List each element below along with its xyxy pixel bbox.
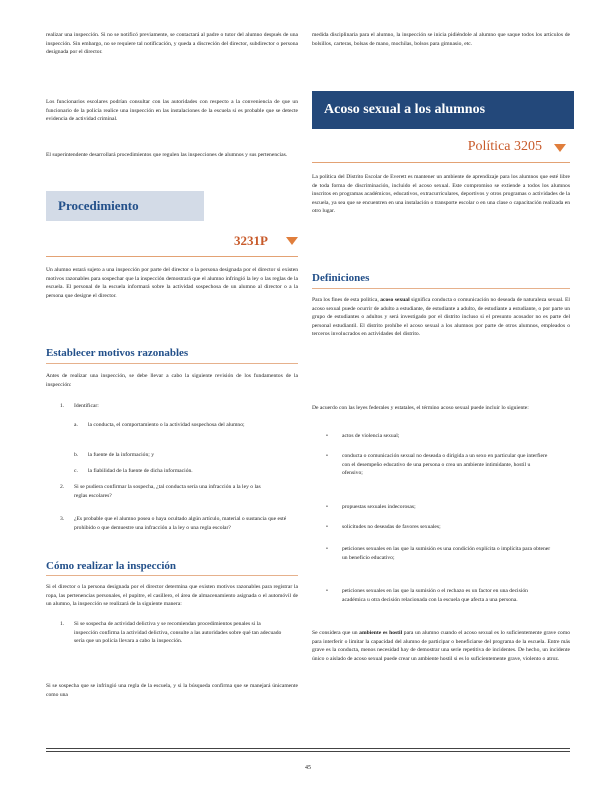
heading-underline bbox=[46, 363, 298, 364]
list-text: Identificar: bbox=[74, 403, 99, 409]
paragraph-superintendent: El superintendente desarrollará procedimientos que regulen las inspecciones de alumnos y sus pertenencias. bbox=[46, 152, 288, 158]
bullet-icon: • bbox=[326, 588, 328, 594]
list-number: 3. bbox=[60, 516, 65, 522]
paragraph-how-search: Si el director o la persona designada por el director determina que existen motivos razonables para registrar la ropa, las pertenencias personales, el pupitre, el casillero, el área de almacenamiento asignada o el automóvil de un alumno, la inspección se realizará de la siguiente manera: bbox=[46, 584, 298, 608]
bullet-text: peticiones sexuales en las que la sumisión es una condición explícita o implícita para obtener un beneficio educativo; bbox=[342, 546, 551, 561]
bullet-icon: • bbox=[326, 453, 328, 459]
page-number: 45 bbox=[305, 765, 311, 771]
heading-underline bbox=[46, 575, 298, 576]
list-text: Si se pudiera confirmar la sospecha, ¿tal conducta sería una infracción a la ley o las reglas escolares? bbox=[74, 484, 261, 499]
bullet-text: conducta o comunicación sexual no deseada o dirigida a un sexo en particular que interfiere con el desempeño educativo de una persona o crea un ambiente intimidante, hostil u ofensivo; bbox=[342, 453, 548, 477]
paragraph-definition bbox=[312, 296, 570, 339]
divider bbox=[46, 256, 298, 257]
text-segment: Se considera que un bbox=[312, 630, 360, 636]
list-number: 1. bbox=[60, 403, 65, 409]
list-number: 1. bbox=[60, 621, 65, 627]
heading-motivos: Establecer motivos razonables bbox=[46, 347, 189, 359]
bullet-text: solicitudes no deseadas de favores sexuales; bbox=[342, 524, 441, 530]
procedure-code: 3231P bbox=[234, 233, 268, 248]
list-text: la fiabilidad de la fuente de dicha información. bbox=[88, 468, 193, 474]
policy-label: Política 3205 bbox=[467, 139, 542, 154]
text-segment: significa conducta o comunicación no deseada de naturaleza sexual. El acoso sexual puede ocurrir de adulto a estudiante, de estudiante a adulto, de estudiante a estudiante, o por parte un grupo de estudiantes o adultos y será investigado por el distrito incluso si el presunto acosador no es parte del personal estudiantil. El distrito prohíbe el acoso sexual a los alumnos por parte de otros alumnos, empleados o terceros involucrados en actividades del distrito. bbox=[312, 297, 570, 338]
acoso-heading: Acoso sexual a los alumnos bbox=[312, 91, 574, 129]
list-text: Si se sospecha de actividad delictiva y se recomiendan procedimientos penales si la inspección confirma la actividad delictiva, consulte a las autoridades sobre qué tan adecuado sería que un policía llevara a cabo la inspección. bbox=[74, 621, 282, 645]
footer-rule bbox=[46, 751, 570, 752]
list-number: 2. bbox=[60, 484, 65, 490]
divider bbox=[312, 162, 570, 163]
paragraph-police-consult: Los funcionarios escolares podrían consultar con las autoridades con respecto a la conveniencia de que un funcionario de la policía realice una inspección en las instalaciones de la escuela si es probable que se detecte evidencia de actividad criminal. bbox=[46, 99, 298, 123]
paragraph-law: De acuerdo con las leyes federales y estatales, el término acoso sexual puede incluir lo siguiente: bbox=[312, 405, 529, 411]
triangle-down-icon bbox=[554, 144, 566, 152]
bullet-icon: • bbox=[326, 524, 328, 530]
triangle-down-icon bbox=[286, 237, 298, 245]
bullet-text: peticiones sexuales en las que la sumisión o el rechazo es un factor en una decisión académica u otra decisión relacionada con la escuela que afecta a una persona. bbox=[342, 588, 528, 603]
paragraph-before-search: Antes de realizar una inspección, se debe llevar a cabo la siguiente revisión de los fundamentos de la inspección: bbox=[46, 373, 298, 388]
bullet-icon: • bbox=[326, 546, 328, 552]
heading-como: Cómo realizar la inspección bbox=[46, 560, 177, 572]
bullet-icon: • bbox=[326, 504, 328, 510]
heading-underline bbox=[312, 288, 570, 289]
footer-rule bbox=[46, 748, 570, 749]
text-segment: para un alumno cuando el acoso sexual es lo suficientemente grave como para interferir o limitar la capacidad del alumno de participar o beneficiarse del programa de la escuela. Entre más grave es la conducta, menos necesidad hay de demostrar una serie repetitiva de incidentes. De hecho, un incidente único o aislado de acoso sexual puede crear un ambiente hostil si es lo suficientemente grave, violento o atroz. bbox=[312, 630, 571, 662]
list-letter: c. bbox=[74, 468, 78, 474]
paragraph-search-subject: Un alumno estará sujeto a una inspección por parte del director o la persona designada por el director si existen motivos razonables para sospechar que la inspección demostrará que el alumno infringió la ley o las reglas de la escuela. El personal de la escuela informará sobre la actividad sospechosa de un alumno al director o a la persona que designe el director. bbox=[46, 267, 298, 299]
bullet-text: actos de violencia sexual; bbox=[342, 433, 400, 439]
term-ambiente-hostil: ambiente es hostil bbox=[359, 630, 403, 636]
paragraph-disciplinary: medida disciplinaria para el alumno, la inspección se inicia pidiéndole al alumno que saque todos los artículos de bolsillos, carteras, bolsas de mano, mochilas, bolsos para gimnasio, etc. bbox=[312, 32, 570, 47]
procedimiento-heading: Procedimiento bbox=[46, 191, 204, 221]
list-text: la conducta, el comportamiento o la actividad sospechosa del alumno; bbox=[88, 422, 245, 428]
text-segment: Para los fines de esta política, bbox=[312, 297, 381, 303]
bullet-icon: • bbox=[326, 433, 328, 439]
paragraph-policy: La política del Distrito Escolar de Everett es mantener un ambiente de aprendizaje para los alumnos que esté libre de toda forma de discriminación, incluido el acoso sexual. Este compromiso se extiende a todos los alumnos inscritos en programas académicos, educativos, extracurriculares, deportivos y otros programas o actividades de la escuela, ya sea que se encuentren en una instalación o transporte escolar o en una clase o capacitación realizada en otro lugar. bbox=[312, 174, 570, 215]
list-text: ¿Es probable que el alumno posea o haya ocultado algún artículo, material o sustancia que esté prohibido o que demuestre una infracción a la ley o una regla escolar? bbox=[74, 516, 287, 531]
heading-definiciones: Definiciones bbox=[312, 272, 370, 284]
list-letter: b. bbox=[74, 452, 79, 458]
paragraph-hostile-environment bbox=[312, 629, 570, 663]
list-letter: a. bbox=[74, 422, 78, 428]
paragraph-notification: realizar una inspección. Si no se notificó previamente, se contactará al padre o tutor del alumno después de una inspección. Sin embargo, no se requiere tal notificación, y queda a discreción del director, subdirector o persona designada por el director. bbox=[46, 32, 298, 56]
bullet-text: propuestas sexuales indecorosas; bbox=[342, 504, 416, 510]
term-acoso-sexual: acoso sexual bbox=[380, 297, 410, 303]
paragraph-rule-violation: Si se sospecha que se infringió una regla de la escuela, y si la búsqueda confirma que se manejará únicamente como una bbox=[46, 683, 298, 698]
list-text: la fuente de la información; y bbox=[88, 452, 155, 458]
